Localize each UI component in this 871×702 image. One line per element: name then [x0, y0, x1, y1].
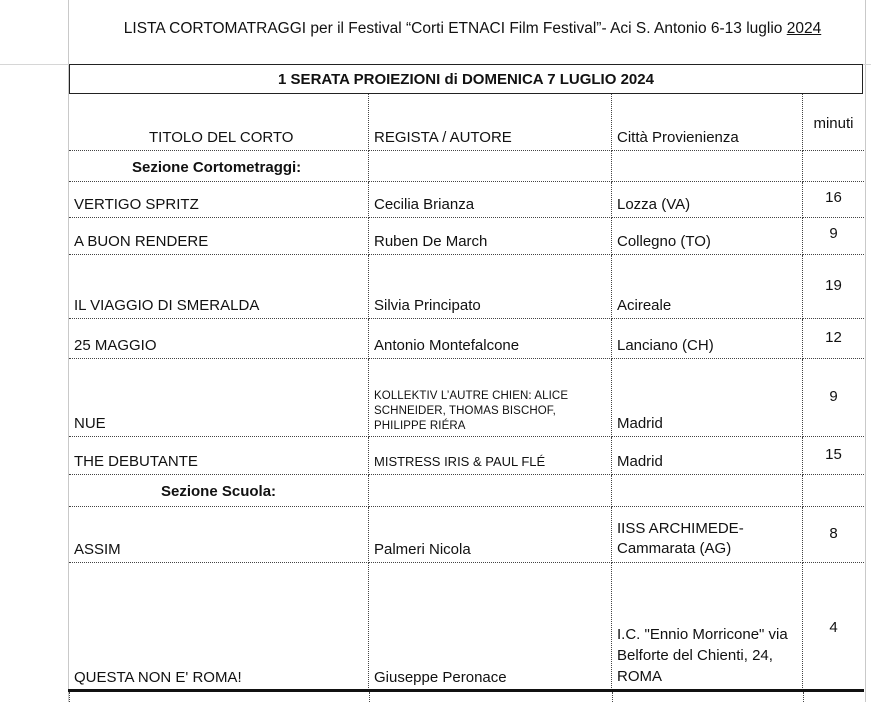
table-cell [612, 437, 803, 475]
film-title: 25 MAGGIO [74, 337, 157, 354]
film-title: THE DEBUTANTE [74, 453, 198, 470]
table-row [69, 359, 369, 437]
film-title: A BUON RENDERE [74, 233, 209, 250]
film-minutes: 9 [829, 225, 838, 242]
film-city: IISS ARCHIMEDE- Cammarata (AG) [617, 520, 744, 557]
header-regista: REGISTA / AUTORE [374, 129, 512, 146]
header-cell-regista [369, 94, 612, 151]
table-cell [612, 507, 803, 563]
grid-col-line [865, 0, 866, 702]
film-title: IL VIAGGIO DI SMERALDA [74, 297, 260, 314]
header-titolo: TITOLO DEL CORTO [149, 129, 294, 146]
table-cell [612, 563, 803, 690]
film-director: Palmeri Nicola [374, 541, 471, 558]
table-cell [369, 182, 612, 218]
header-cell-titolo [69, 94, 369, 151]
film-minutes: 15 [825, 446, 842, 463]
film-minutes: 16 [825, 189, 842, 206]
empty-cell [369, 475, 612, 507]
film-title: VERTIGO SPRITZ [74, 196, 199, 213]
grid-line [369, 692, 370, 702]
grid-line [612, 692, 613, 702]
table-cell [803, 319, 864, 359]
table-cell [803, 218, 864, 255]
empty-cell [803, 151, 864, 182]
film-director: MISTRESS IRIS & PAUL FLÉ [374, 454, 546, 469]
grid-line [69, 692, 70, 702]
serata-header [69, 64, 863, 94]
table-row [69, 437, 369, 475]
section-cell [69, 475, 369, 507]
table-cell [612, 359, 803, 437]
table-cell [803, 182, 864, 218]
table-cell [369, 255, 612, 319]
table-cell [803, 255, 864, 319]
empty-cell [803, 475, 864, 507]
film-minutes: 8 [829, 525, 838, 542]
table-cell [803, 507, 864, 563]
film-city: Lanciano (CH) [617, 337, 714, 354]
empty-cell [369, 151, 612, 182]
film-city: I.C. "Ennio Morricone" via Belforte del Chienti, 24, ROMA [617, 626, 788, 685]
table-row [69, 218, 369, 255]
table-row [69, 255, 369, 319]
film-city: Acireale [617, 297, 672, 314]
table-cell [612, 218, 803, 255]
film-title: NUE [74, 415, 106, 432]
table-cell [803, 437, 864, 475]
grid-line [803, 692, 804, 702]
film-minutes: 19 [825, 277, 842, 294]
table-cell [803, 359, 864, 437]
section-cell [69, 151, 369, 182]
film-minutes: 4 [829, 619, 838, 636]
table-bottom-border [68, 689, 864, 692]
film-minutes: 9 [829, 388, 838, 405]
film-city: Madrid [617, 453, 663, 470]
table-cell [803, 563, 864, 690]
film-city: Lozza (VA) [617, 196, 691, 213]
film-minutes: 12 [825, 329, 842, 346]
film-title: QUESTA NON E' ROMA! [74, 669, 242, 686]
empty-cell [612, 151, 803, 182]
section-scuola: Sezione Scuola: [161, 483, 277, 500]
table-cell [612, 182, 803, 218]
title-text: LISTA CORTOMATRAGGI per il Festival “Corti ETNACI Film Festival”- Aci S. Antonio 6-13 luglio [123, 20, 787, 37]
table-cell [369, 507, 612, 563]
table-cell [612, 319, 803, 359]
table-row [69, 563, 369, 690]
table-cell [612, 255, 803, 319]
film-director: Ruben De March [374, 233, 488, 250]
table-cell [369, 319, 612, 359]
header-minuti: minuti [813, 115, 854, 132]
table-cell [369, 359, 612, 437]
header-citta: Città Provienienza [617, 129, 739, 146]
table-cell [369, 563, 612, 690]
film-director: KOLLEKTIV L’AUTRE CHIEN: ALICE SCHNEIDER, THOMAS BISCHOF, PHILIPPE RIÉRA [374, 390, 569, 432]
film-city: Collegno (TO) [617, 233, 711, 250]
film-director: Cecilia Brianza [374, 196, 475, 213]
table-cell [369, 437, 612, 475]
table-row [69, 319, 369, 359]
film-director: Antonio Montefalcone [374, 337, 520, 354]
table-row [69, 507, 369, 563]
header-cell-citta [612, 94, 803, 151]
serata-text: 1 SERATA PROIEZIONI di DOMENICA 7 LUGLIO 2024 [278, 70, 654, 88]
film-title: ASSIM [74, 541, 121, 558]
table-cell [369, 218, 612, 255]
title-year: 2024 [786, 20, 822, 37]
film-director: Giuseppe Peronace [374, 669, 507, 686]
film-city: Madrid [617, 415, 663, 432]
film-director: Silvia Principato [374, 297, 481, 314]
section-cortometraggi: Sezione Cortometraggi: [132, 159, 302, 176]
table-row [69, 182, 369, 218]
empty-cell [612, 475, 803, 507]
header-cell-minuti [803, 94, 864, 151]
document-title [70, 20, 871, 38]
